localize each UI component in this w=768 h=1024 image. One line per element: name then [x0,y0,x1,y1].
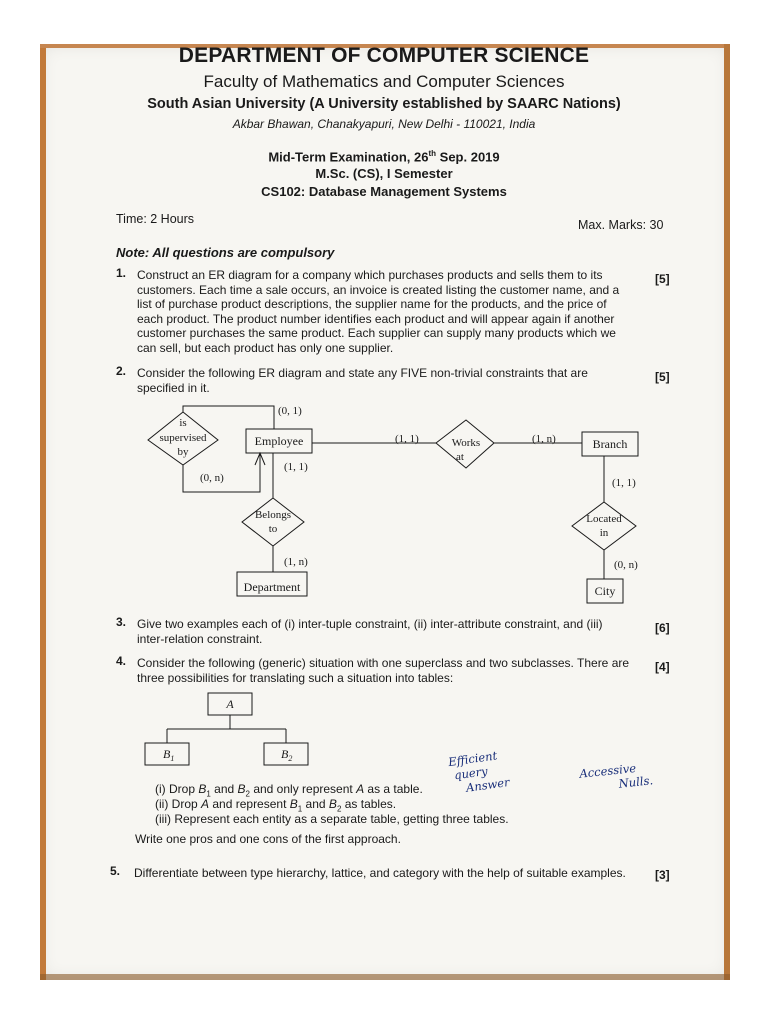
works-line-2: at [456,451,464,463]
card-belongs-dept: (1, n) [284,556,308,568]
card-branch-located: (1, 1) [612,477,636,489]
max-marks: Max. Marks: 30 [578,218,664,232]
course: CS102: Database Management Systems [261,184,507,199]
entity-employee-label: Employee [254,434,304,448]
exam-title: Mid-Term Examination, 26th Sep. 2019 [268,149,500,165]
option-i: (i) Drop $B_1$ and $B_2$ and only represent A as a table. [155,782,423,799]
entity-branch-label: Branch [592,437,628,451]
q4-text: Consider the following (generic) situation with one superclass and two subclasses. There are three possibilities for translating such a situation into tables: [137,656,630,685]
handwritten-note-2: Accessive Nulls. [578,760,654,791]
instruction: Write one pros and one cons of the first approach. [135,832,401,846]
time-allowed: Time: 2 Hours [116,212,195,226]
q4-marks: [4] [655,660,670,674]
subclass2-label: $B_2$ [281,747,293,763]
subclass1-label: $B_1$ [163,747,175,763]
entity-department-label: Department [243,580,301,594]
faculty-title: Faculty of Mathematics and Computer Sciences [203,72,565,91]
q5-number: 5. [110,864,121,878]
q3-marks: [6] [655,621,670,635]
q5-marks: [3] [655,868,670,882]
works-line-1: Works [451,437,481,449]
option-ii: (ii) Drop A and represent $B_1$ and $B_2$ as tables. [155,797,397,814]
card-sup-top: (0, 1) [278,405,302,417]
card-sup-bottom: (0, n) [200,472,224,484]
relationship-located-in [572,502,636,550]
er-connectors [167,406,604,743]
q1-text: Construct an ER diagram for a company which purchases products and sells them to its customers. Each time a sale occurs, an invoice is created listing the customer name, and a list of purchase product descriptions, the supplier name for the products, and the price of each product. The product number identifies each product and will appear again if another customer purchases the same product. Each supplier can supply many products which we can sell, but each product has only one supplier. [137,268,620,355]
q2-number: 2. [116,364,127,378]
superclass-label: A [226,697,234,711]
q2-marks: [5] [655,370,670,384]
handwritten-note-1: Efficient query Answer [447,748,511,795]
belongs-line-1: Belongs [254,509,292,521]
card-emp-belongs: (1, 1) [284,461,308,473]
q3-text: Give two examples each of (i) inter-tuple constraint, (ii) inter-attribute constraint, and (iii) inter-relation constraint. [137,617,603,646]
option-iii: (iii) Represent each entity as a separate table, getting three tables. [155,812,509,826]
relationship-belongs-to [242,498,304,546]
sup-line-3: by [177,446,189,458]
address: Akbar Bhawan, Chanakyapuri, New Delhi - 110021, India [232,117,536,131]
q4-number: 4. [116,654,127,668]
located-line-1: Located [586,513,622,525]
university-title: South Asian University (A University established by SAARC Nations) [147,96,621,112]
q1-number: 1. [116,266,127,280]
belongs-line-2: to [268,523,278,535]
q5-text: Differentiate between type hierarchy, lattice, and category with the help of suitable examples. [134,866,626,880]
program: M.Sc. (CS), I Semester [315,166,453,181]
sup-line-2: supervised [159,432,207,444]
connector-sup-top [183,406,274,429]
q3-number: 3. [116,615,127,629]
entity-city-label: City [594,584,616,598]
card-located-city: (0, n) [614,559,638,571]
card-emp-works: (1, 1) [395,433,419,445]
department-title: DEPARTMENT OF COMPUTER SCIENCE [178,44,590,67]
card-works-branch: (1, n) [532,433,556,445]
note: Note: All questions are compulsory [116,245,335,260]
sup-line-1: is [179,417,187,429]
located-line-2: in [599,527,609,539]
q1-marks: [5] [655,272,670,286]
q2-text: Consider the following ER diagram and state any FIVE non-trivial constraints that are specified in it. [137,366,588,395]
